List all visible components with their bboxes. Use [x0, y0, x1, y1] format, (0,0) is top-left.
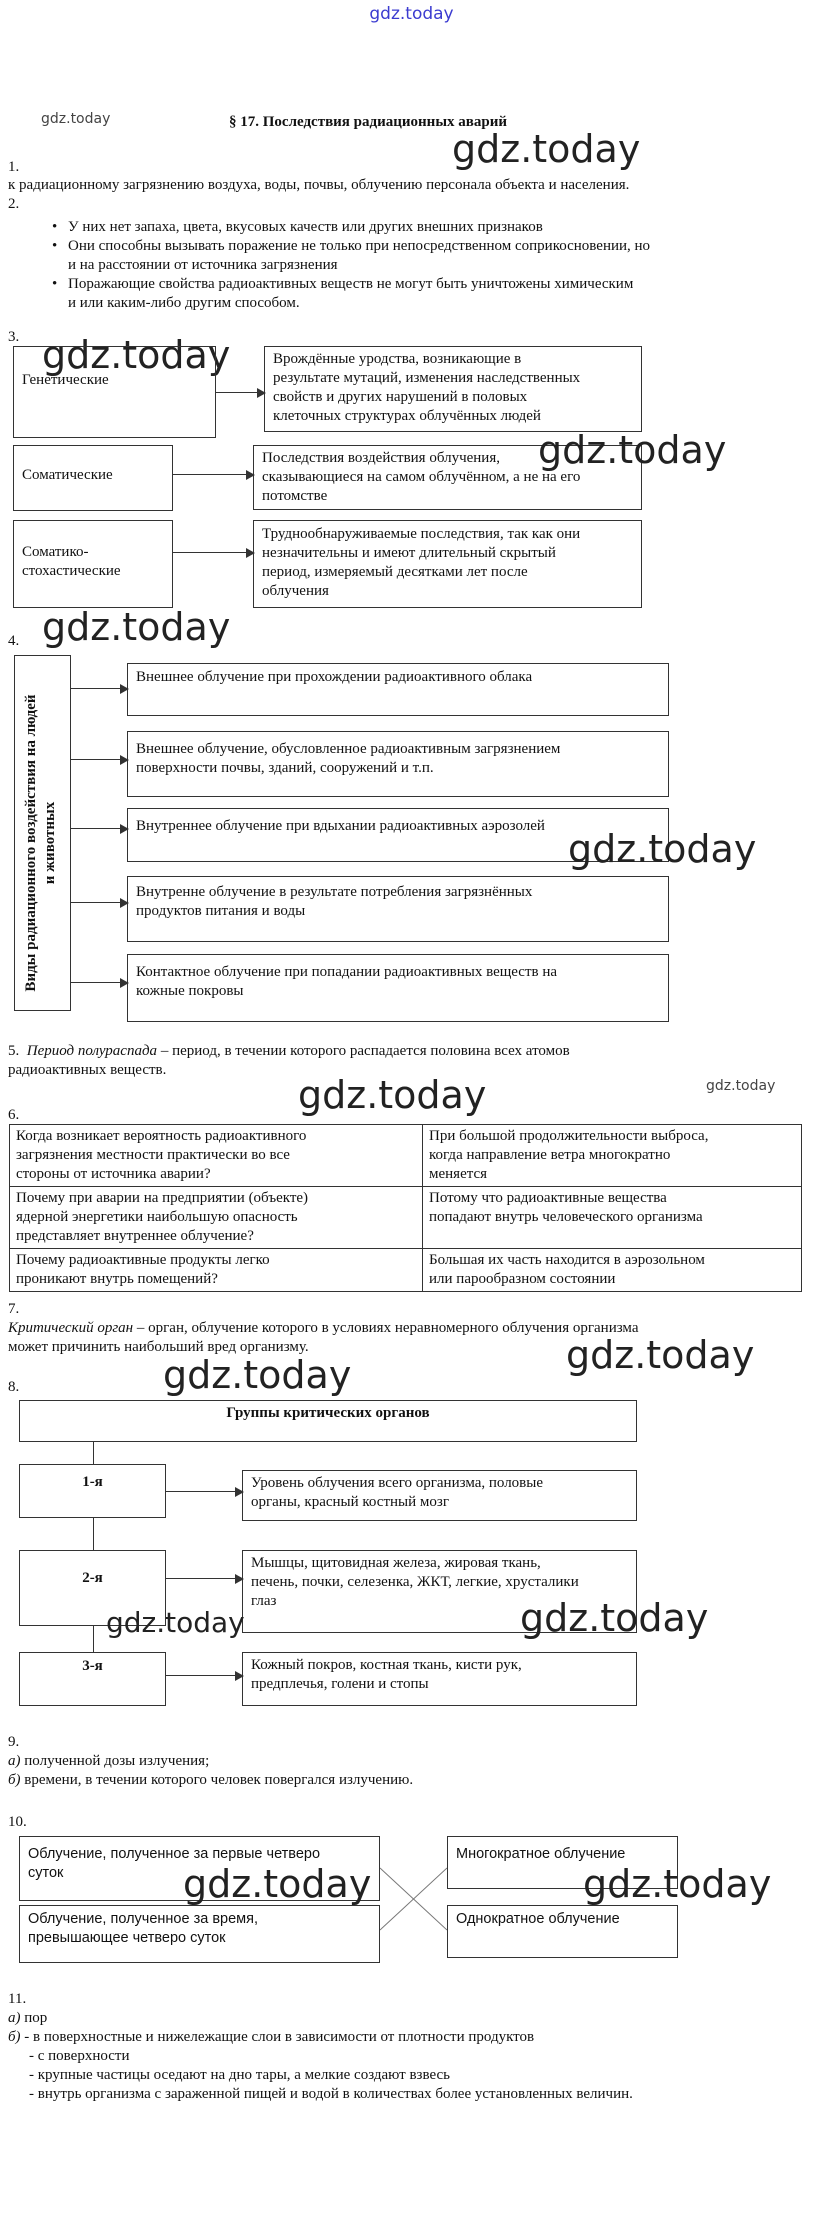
answer-line: - с поверхности [29, 2048, 130, 2064]
watermark: gdz.today [163, 1353, 352, 1397]
arrow [166, 1578, 242, 1579]
desc-line: Кожный покров, костная ткань, кисти рук, [251, 1657, 522, 1673]
box-line: Облучение, полученное за первые четверо [28, 1846, 321, 1862]
definition-continuation: может причинить наибольший вред организму. [8, 1339, 309, 1355]
desc-line: период, измеряемый десятками лет после [262, 564, 528, 580]
group-box: 1-я [19, 1464, 166, 1518]
question-number: 4. [8, 633, 20, 649]
desc-line: печень, почки, селезенка, ЖКТ, легкие, хрусталики [251, 1574, 579, 1590]
arrow [71, 982, 127, 983]
vertical-label [22, 670, 60, 1016]
effect-type-label: Генетические [22, 372, 109, 388]
question-number: 1. [8, 159, 20, 175]
watermark: gdz.today [106, 1606, 245, 1639]
desc-line: сказывающиеся на самом облучённом, а не на его [262, 469, 581, 485]
table-cell [423, 1249, 802, 1292]
vertical-label-box [14, 655, 71, 1011]
impact-line: кожные покровы [136, 983, 244, 999]
watermark: gdz.today [538, 428, 727, 472]
box-line: Облучение, полученное за время, [28, 1911, 259, 1927]
arrow [71, 759, 127, 760]
connector [93, 1442, 94, 1464]
watermark: gdz.today [566, 1333, 755, 1377]
list-item: • У них нет запаха, цвета, вкусовых качеств или других внешних признаков [40, 218, 650, 237]
impact-line: Внешнее облучение при прохождении радиоактивного облака [136, 669, 533, 685]
desc-line: Последствия воздействия облучения, [262, 450, 500, 466]
impact-type-box [127, 731, 669, 797]
matching-lines [380, 1860, 447, 1940]
definition: – орган, облучение которого в условиях неравномерного облучения организма [133, 1320, 639, 1336]
watermark: gdz.today [183, 1862, 372, 1906]
cell-line: Большая их часть находится в аэрозольном [429, 1252, 705, 1268]
option-mark: а) [8, 1753, 21, 1769]
connector [93, 1626, 94, 1652]
impact-line: продуктов питания и воды [136, 903, 306, 919]
watermark: gdz.today [452, 127, 641, 171]
option-mark: а) [8, 2010, 21, 2026]
answer-text [8, 1752, 209, 1771]
impact-line: Внутреннее облучение при вдыхании радиоактивных аэрозолей [136, 818, 545, 834]
option-mark: б) [8, 1772, 21, 1788]
matching-right-box: Однократное облучение [447, 1905, 678, 1958]
desc-line: Уровень облучения всего организма, половые [251, 1475, 544, 1491]
page-title: § 17. Последствия радиационных аварий [229, 114, 508, 130]
watermark: gdz.today [583, 1862, 772, 1906]
desc-line: незначительны и имеют длительный скрытый [262, 545, 556, 561]
list-item-continuation: и на расстоянии от источника загрязнения [68, 257, 338, 273]
list-item [40, 256, 650, 275]
arrow [71, 828, 127, 829]
desc-line: глаз [251, 1593, 277, 1609]
watermark: gdz.today [42, 605, 231, 649]
effect-type-label: стохастические [22, 563, 121, 579]
answer-text [8, 1042, 570, 1061]
table-row [10, 1187, 802, 1249]
header-watermark[interactable]: gdz.today [369, 4, 454, 24]
cell-line: когда направление ветра многократно [429, 1147, 671, 1163]
definition-continuation: радиоактивных веществ. [8, 1062, 167, 1078]
list-item: • Они способны вызывать поражение не только при непосредственном соприкосновении, но [40, 237, 650, 256]
cell-line: представляет внутреннее облучение? [16, 1228, 254, 1244]
effect-type-box [13, 520, 173, 608]
watermark: gdz.today [706, 1078, 776, 1094]
question-number: 7. [8, 1301, 20, 1317]
desc-line: Мышцы, щитовидная железа, жировая ткань, [251, 1555, 541, 1571]
option-mark: б) [8, 2029, 21, 2045]
effect-type-label: Соматические [22, 467, 113, 483]
option-text: - в поверхностные и нижележащие слои в зависимости от плотности продуктов [20, 2029, 535, 2045]
watermark: gdz.today [42, 333, 231, 377]
impact-type-box [127, 876, 669, 942]
list-item [40, 294, 650, 313]
answer-line: - крупные частицы оседают на дно тары, а мелкие создают взвесь [29, 2067, 450, 2083]
group-description-box [242, 1652, 637, 1706]
arrow [71, 902, 127, 903]
question-number: 2. [8, 196, 20, 212]
vertical-label-line: Виды радиационного воздействия на людей [23, 694, 39, 992]
cell-line: стороны от источника аварии? [16, 1166, 211, 1182]
desc-line: органы, красный костный мозг [251, 1494, 449, 1510]
arrow [71, 688, 127, 689]
effect-type-box [13, 346, 216, 438]
answer-text [8, 2028, 534, 2047]
vertical-label-line: и животных [42, 801, 58, 885]
desc-line: потомстве [262, 488, 328, 504]
arrow [173, 552, 253, 553]
impact-line: Внутренне облучение в результате потребления загрязнённых [136, 884, 533, 900]
table-cell [10, 1125, 423, 1187]
bullet-list [40, 218, 650, 313]
table-cell [423, 1187, 802, 1249]
desc-line: предплечья, голени и стопы [251, 1676, 429, 1692]
group-box: 2-я [19, 1550, 166, 1626]
table-cell [10, 1187, 423, 1249]
question-number: 10. [8, 1814, 27, 1830]
question-number: 11. [8, 1991, 27, 2007]
cell-line: попадают внутрь человеческого организма [429, 1209, 703, 1225]
critical-organs-header: Группы критических органов [19, 1400, 637, 1442]
watermark: gdz.today [568, 827, 757, 871]
cell-line: ядерной энергетики наибольшую опасность [16, 1209, 298, 1225]
box-line: суток [28, 1865, 64, 1881]
answer-text: к радиационному загрязнению воздуха, воды, почвы, облучению персонала объекта и населения. [8, 177, 630, 193]
desc-line: облучения [262, 583, 329, 599]
cell-line: меняется [429, 1166, 488, 1182]
group-description-box [242, 1470, 637, 1521]
impact-type-box [127, 954, 669, 1022]
cell-line: Когда возникает вероятность радиоактивного [16, 1128, 307, 1144]
impact-line: Внешнее облучение, обусловленное радиоактивным загрязнением [136, 741, 561, 757]
table-cell [423, 1125, 802, 1187]
cell-line: или парообразном состоянии [429, 1271, 616, 1287]
box-line: превышающее четверо суток [28, 1930, 226, 1946]
effect-type-box [13, 445, 173, 511]
matching-right-box: Многократное облучение [447, 1836, 678, 1889]
question-number: 3. [8, 329, 20, 345]
question-number: 6. [8, 1107, 20, 1123]
connector [93, 1518, 94, 1550]
desc-line: клеточных структурах облучённых людей [273, 408, 541, 424]
watermark: gdz.today [41, 111, 111, 127]
desc-line: результате мутаций, изменения наследственных [273, 370, 581, 386]
effect-type-label: Соматико- [22, 544, 89, 560]
term: Период полураспада [26, 1043, 158, 1059]
list-item-continuation: и или каким-либо другим способом. [68, 295, 300, 311]
desc-line: Врождённые уродства, возникающие в [273, 351, 522, 367]
cell-line: Почему при аварии на предприятии (объекте) [16, 1190, 309, 1206]
answer-line: - внутрь организма с зараженной пищей и водой в количествах более установленных величин. [29, 2086, 633, 2102]
matching-left-box [19, 1905, 380, 1963]
cell-line: проникают внутрь помещений? [16, 1271, 218, 1287]
option-text: пор [20, 2010, 48, 2026]
table-row [10, 1249, 802, 1292]
table-row [10, 1125, 802, 1187]
cell-line: Почему радиоактивные продукты легко [16, 1252, 270, 1268]
definition: – период, в течении которого распадается половина всех атомов [157, 1043, 570, 1059]
question-number: 5. [8, 1043, 20, 1059]
watermark: gdz.today [520, 1596, 709, 1640]
cell-line: При большой продолжительности выброса, [429, 1128, 709, 1144]
term: Критический орган [8, 1320, 134, 1336]
question-number: 9. [8, 1734, 20, 1750]
answer-text [8, 2009, 47, 2028]
impact-type-box [127, 663, 669, 716]
arrow [216, 392, 264, 393]
desc-line: свойств и других нарушений в половых [273, 389, 528, 405]
group-box: 3-я [19, 1652, 166, 1706]
arrow [166, 1491, 242, 1492]
option-text: полученной дозы излучения; [20, 1753, 210, 1769]
cell-line: загрязнения местности практически во все [16, 1147, 290, 1163]
question-number: 8. [8, 1379, 20, 1395]
effect-description-box [264, 346, 642, 432]
cell-line: Потому что радиоактивные вещества [429, 1190, 667, 1206]
answer-text [8, 1771, 413, 1790]
arrow [166, 1675, 242, 1676]
answer-text [8, 1319, 638, 1338]
watermark: gdz.today [298, 1073, 487, 1117]
desc-line: Труднообнаруживаемые последствия, так как они [262, 526, 581, 542]
qa-table [9, 1124, 802, 1292]
list-item: • Поражающие свойства радиоактивных веществ не могут быть уничтожены химическим [40, 275, 650, 294]
option-text: времени, в течении которого человек повергался излучению. [20, 1772, 414, 1788]
arrow [173, 474, 253, 475]
effect-description-box [253, 520, 642, 608]
table-cell [10, 1249, 423, 1292]
impact-line: поверхности почвы, зданий, сооружений и т.п. [136, 760, 434, 776]
impact-line: Контактное облучение при попадании радиоактивных веществ на [136, 964, 558, 980]
